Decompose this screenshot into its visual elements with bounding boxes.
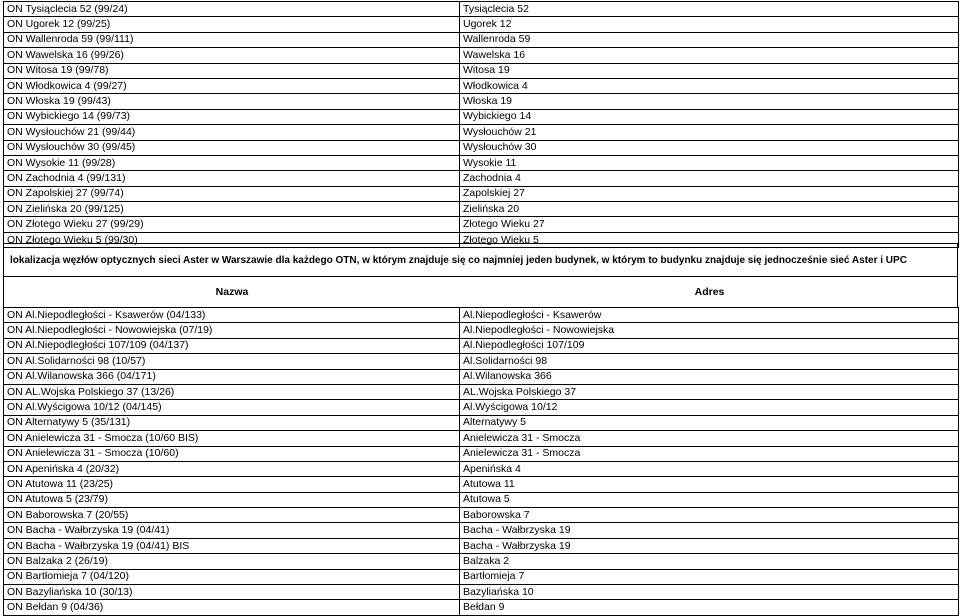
cell-address: Wybickiego 14 — [460, 109, 959, 124]
cell-address: Wysłouchów 21 — [460, 125, 959, 140]
locations-table-top — [3, 1, 959, 248]
table-row — [4, 32, 959, 47]
cell-address: Atutowa 5 — [460, 492, 959, 507]
table-row — [4, 155, 959, 170]
table-row — [4, 585, 959, 600]
cell-name: ON Baborowska 7 (20/55) — [4, 508, 460, 523]
cell-name: ON Wysokie 11 (99/28) — [4, 155, 460, 170]
cell-address: Ugorek 12 — [460, 17, 959, 32]
table-row — [4, 523, 959, 538]
cell-address: Balzaka 2 — [460, 554, 959, 569]
column-header-name: Nazwa — [215, 286, 249, 298]
cell-name: ON Wysłouchów 30 (99/45) — [4, 140, 460, 155]
cell-address: Zapolskiej 27 — [460, 186, 959, 201]
table-row — [4, 217, 959, 232]
table-row — [4, 125, 959, 140]
cell-name: ON Zielińska 20 (99/125) — [4, 202, 460, 217]
cell-address: Wawelska 16 — [460, 48, 959, 63]
table-row — [4, 477, 959, 492]
cell-address: Anielewicza 31 - Smocza — [460, 446, 959, 461]
table-row — [4, 323, 959, 338]
table-row — [4, 140, 959, 155]
cell-name: ON Wallenroda 59 (99/111) — [4, 32, 460, 47]
table-row — [4, 554, 959, 569]
locations-table-bottom-body — [4, 308, 959, 616]
cell-address: Witosa 19 — [460, 63, 959, 78]
table-row — [4, 63, 959, 78]
table-row — [4, 2, 959, 17]
cell-name: ON Al.Wyścigowa 10/12 (04/145) — [4, 400, 460, 415]
table-row — [4, 94, 959, 109]
table-row — [4, 48, 959, 63]
table-row — [4, 186, 959, 201]
cell-address: Al.Wilanowska 366 — [460, 369, 959, 384]
cell-name: ON Ugorek 12 (99/25) — [4, 17, 460, 32]
table-row — [4, 600, 959, 615]
table-row — [4, 569, 959, 584]
cell-name: ON Złotego Wieku 5 (99/30) — [4, 232, 460, 247]
table-row — [4, 431, 959, 446]
table-row — [4, 308, 959, 323]
locations-table-bottom — [3, 307, 959, 616]
cell-name: ON Bartłomieja 7 (04/120) — [4, 569, 460, 584]
cell-address: Bazyliańska 10 — [460, 585, 959, 600]
table-row — [4, 338, 959, 353]
cell-name: ON Zachodnia 4 (99/131) — [4, 171, 460, 186]
cell-name: ON AL.Wojska Polskiego 37 (13/26) — [4, 384, 460, 399]
cell-address: Anielewicza 31 - Smocza — [460, 431, 959, 446]
cell-name: ON Bacha - Wałbrzyska 19 (04/41) BIS — [4, 538, 460, 553]
cell-name: ON Zapolskiej 27 (99/74) — [4, 186, 460, 201]
cell-name: ON Złotego Wieku 27 (99/29) — [4, 217, 460, 232]
table-row — [4, 109, 959, 124]
cell-address: Al.Niepodległości - Nowowiejska — [460, 323, 959, 338]
cell-address: Złotego Wieku 5 — [460, 232, 959, 247]
table-row — [4, 17, 959, 32]
cell-name: ON Alternatywy 5 (35/131) — [4, 415, 460, 430]
locations-table-top-body — [4, 2, 959, 248]
cell-address: Alternatywy 5 — [460, 415, 959, 430]
cell-name: ON Włoska 19 (99/43) — [4, 94, 460, 109]
cell-address: Zachodnia 4 — [460, 171, 959, 186]
table-row — [4, 400, 959, 415]
cell-name: ON Włodkowica 4 (99/27) — [4, 78, 460, 93]
table-row — [4, 354, 959, 369]
cell-name: ON Al.Solidarności 98 (10/57) — [4, 354, 460, 369]
column-header-address: Adres — [694, 286, 725, 298]
cell-name: ON Al.Niepodległości - Nowowiejska (07/19) — [4, 323, 460, 338]
table-row — [4, 492, 959, 507]
cell-name: ON Anielewicza 31 - Smocza (10/60 BIS) — [4, 431, 460, 446]
cell-address: Bartłomieja 7 — [460, 569, 959, 584]
table-row — [4, 384, 959, 399]
cell-address: Złotego Wieku 27 — [460, 217, 959, 232]
cell-name: ON Al.Niepodległości - Ksawerów (04/133) — [4, 308, 460, 323]
cell-address: Włoska 19 — [460, 94, 959, 109]
table-row — [4, 171, 959, 186]
table-row — [4, 369, 959, 384]
table-row — [4, 202, 959, 217]
table-row — [4, 415, 959, 430]
cell-name: ON Al.Niepodległości 107/109 (04/137) — [4, 338, 460, 353]
cell-address: Zielińska 20 — [460, 202, 959, 217]
cell-name: ON Apenińska 4 (20/32) — [4, 461, 460, 476]
cell-address: Wallenroda 59 — [460, 32, 959, 47]
section-title: lokalizacja węzłów optycznych sieci Aster w Warszawie dla każdego OTN, w którym znajduje się co najmniej jeden budynek, w którym to budynku znajduje się jednocześnie sieć Aster i UPC — [3, 243, 958, 277]
cell-address: Bełdan 9 — [460, 600, 959, 615]
cell-address: Apenińska 4 — [460, 461, 959, 476]
cell-address: Atutowa 11 — [460, 477, 959, 492]
table-row — [4, 538, 959, 553]
cell-address: Bacha - Wałbrzyska 19 — [460, 538, 959, 553]
table-row — [4, 508, 959, 523]
cell-name: ON Wawelska 16 (99/26) — [4, 48, 460, 63]
cell-name: ON Wybickiego 14 (99/73) — [4, 109, 460, 124]
table-header — [3, 277, 958, 307]
cell-name: ON Balzaka 2 (26/19) — [4, 554, 460, 569]
table-row — [4, 461, 959, 476]
cell-address: Bacha - Wałbrzyska 19 — [460, 523, 959, 538]
table-row — [4, 446, 959, 461]
cell-name: ON Witosa 19 (99/78) — [4, 63, 460, 78]
table-row — [4, 78, 959, 93]
cell-address: Al.Wyścigowa 10/12 — [460, 400, 959, 415]
cell-name: ON Bełdan 9 (04/36) — [4, 600, 460, 615]
cell-address: Al.Niepodległości - Ksawerów — [460, 308, 959, 323]
cell-name: ON Anielewicza 31 - Smocza (10/60) — [4, 446, 460, 461]
cell-name: ON Bacha - Wałbrzyska 19 (04/41) — [4, 523, 460, 538]
cell-address: Al.Niepodległości 107/109 — [460, 338, 959, 353]
cell-address: Wysłouchów 30 — [460, 140, 959, 155]
cell-name: ON Tysiąclecia 52 (99/24) — [4, 2, 460, 17]
cell-address: Włodkowica 4 — [460, 78, 959, 93]
cell-name: ON Bazyliańska 10 (30/13) — [4, 585, 460, 600]
cell-address: Tysiąclecia 52 — [460, 2, 959, 17]
cell-name: ON Wysłouchów 21 (99/44) — [4, 125, 460, 140]
cell-name: ON Atutowa 5 (23/79) — [4, 492, 460, 507]
cell-name: ON Al.Wilanowska 366 (04/171) — [4, 369, 460, 384]
cell-address: Baborowska 7 — [460, 508, 959, 523]
cell-name: ON Atutowa 11 (23/25) — [4, 477, 460, 492]
cell-address: AL.Wojska Polskiego 37 — [460, 384, 959, 399]
cell-address: Wysokie 11 — [460, 155, 959, 170]
cell-address: Al.Solidarności 98 — [460, 354, 959, 369]
